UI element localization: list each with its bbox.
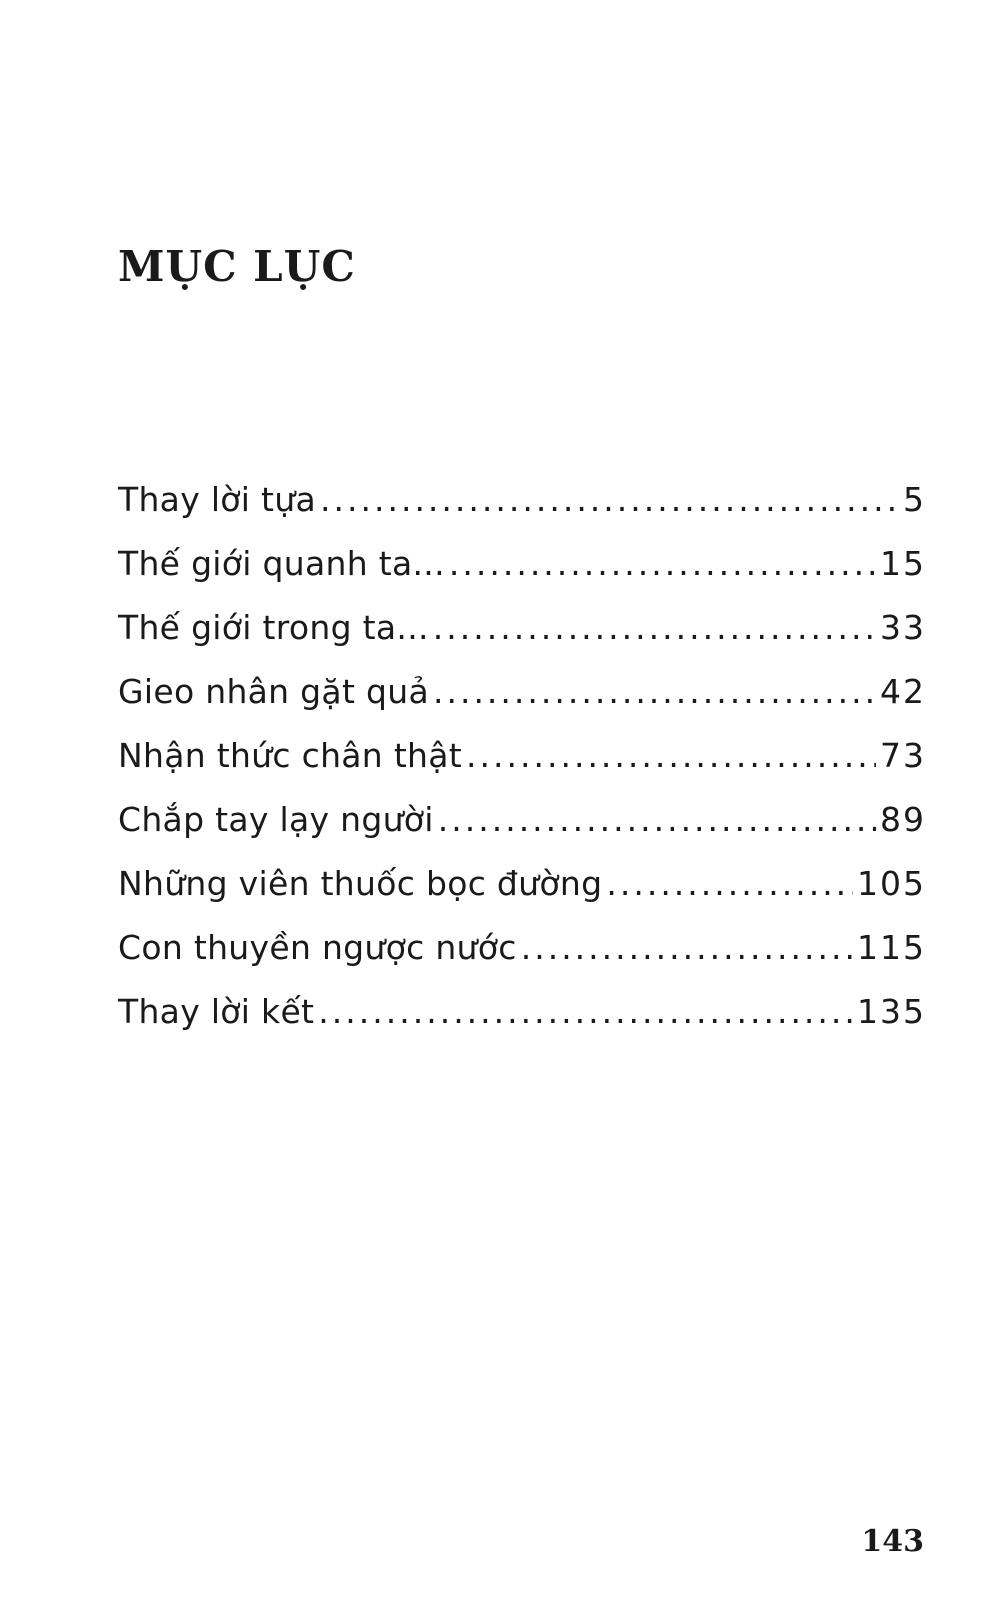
toc-entry-title: Thay lời tựa	[118, 480, 317, 519]
toc-leader-dots	[606, 862, 853, 906]
toc-leader-dots	[433, 670, 876, 714]
toc-entry-page: 15	[880, 544, 926, 583]
toc-entry-title: Nhận thức chân thật	[118, 736, 463, 775]
toc-entry	[118, 798, 926, 862]
toc-entry-title: Gieo nhân gặt quả	[118, 672, 429, 711]
toc-leader-dots	[318, 990, 853, 1034]
toc-leader-dots	[433, 606, 876, 650]
toc-leader-dots	[438, 798, 876, 842]
toc-entry-page: 5	[903, 480, 926, 519]
toc-entry	[118, 734, 926, 798]
toc-entry	[118, 862, 926, 926]
page-number: 143	[861, 1524, 924, 1559]
toc-entry-title: Thế giới quanh ta...	[118, 544, 445, 583]
toc-entry	[118, 542, 926, 606]
toc-entry-page: 73	[880, 736, 926, 775]
toc-entry-title: Con thuyền ngược nước	[118, 928, 517, 967]
table-of-contents	[118, 478, 926, 1054]
toc-leader-dots	[320, 478, 899, 522]
toc-entry	[118, 926, 926, 990]
toc-entry-page: 105	[857, 864, 926, 903]
toc-leader-dots	[449, 542, 876, 586]
toc-entry	[118, 990, 926, 1054]
toc-entry-page: 135	[857, 992, 926, 1031]
toc-entry	[118, 670, 926, 734]
toc-leader-dots	[521, 926, 853, 970]
toc-entry-title: Thay lời kết	[118, 992, 315, 1031]
toc-entry-title: Những viên thuốc bọc đường	[118, 864, 603, 903]
toc-leader-dots	[466, 734, 876, 778]
page-title: MỤC LỤC	[118, 242, 356, 291]
toc-entry	[118, 478, 926, 542]
toc-entry-page: 89	[880, 800, 926, 839]
toc-entry-page: 33	[880, 608, 926, 647]
toc-entry-title: Chắp tay lạy người	[118, 800, 434, 839]
toc-entry	[118, 606, 926, 670]
toc-entry-page: 115	[857, 928, 926, 967]
toc-entry-page: 42	[880, 672, 926, 711]
toc-entry-title: Thế giới trong ta...	[118, 608, 429, 647]
